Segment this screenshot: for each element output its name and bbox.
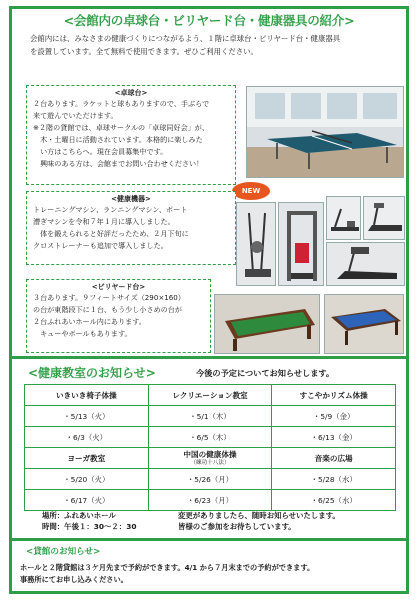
health-equipment-box xyxy=(26,191,236,265)
class-date: ・5/26（月） xyxy=(148,469,272,490)
billiards-title: <ビリヤード台> xyxy=(91,283,146,291)
intro-line: 会館内には、みなさまの健康づくりにつながるよう、１階に卓球台・ビリヤード台・健康器具 xyxy=(30,34,341,43)
class-name-with-sub xyxy=(148,448,272,469)
text-line: ホールと２階貸館は３ケ月先まで予約ができます。4/1 から７月末までの予約ができます。 xyxy=(20,563,315,572)
text-line: ２台ふれあいホール内にあります。 xyxy=(33,317,146,326)
intro-text xyxy=(30,33,400,58)
text-line: ３台あります。９フィートサイズ（290×160） xyxy=(33,293,185,302)
text-line: 来て遊んでいただけます。 xyxy=(33,111,118,120)
text-line: ２台あります。ラケットと球もありますので、手ぶらで xyxy=(33,99,210,108)
table-tennis-title: <卓球台> xyxy=(114,89,148,97)
billiard-table-photo-1 xyxy=(214,294,320,354)
text-line: 体を鍛えられると好評だったため、２月下旬に xyxy=(33,229,189,238)
class-name: 中国の健康体操 xyxy=(183,450,237,459)
class-date: ・6/23（月） xyxy=(148,490,272,511)
class-date: ・5/1（木） xyxy=(148,406,272,427)
class-schedule-table xyxy=(24,384,396,511)
class-name: レクリエーション教室 xyxy=(148,385,272,406)
text-line: の台が東階段下に１台、もう少し小さめの台が xyxy=(33,305,182,314)
table-tennis-text xyxy=(33,98,229,170)
class-place-time xyxy=(42,510,136,532)
health-equipment-title: <健康機器> xyxy=(111,195,151,203)
class-name: すこやかリズム体操 xyxy=(272,385,396,406)
text-line: 事務所にてお申し込みください。 xyxy=(20,575,128,584)
change-note: 変更がありましたら、随時お知らせいたします。 xyxy=(178,511,340,520)
text-line: 漕ぎマシンを令和７年１月に導入しました。 xyxy=(33,217,175,226)
text-line: 興味のある方は、会館までお問い合わせください！ xyxy=(33,159,204,168)
cross-trainer-photo xyxy=(236,202,276,286)
training-machine-photo xyxy=(278,202,324,286)
class-date: ・6/25（水） xyxy=(272,490,396,511)
table-row xyxy=(25,427,396,448)
text-line: キューやボールもあります。 xyxy=(33,329,132,338)
new-badge: NEW xyxy=(232,182,270,200)
class-date: ・5/20（火） xyxy=(25,469,149,490)
text-line: い方はこちらへ。現在会員募集中です。 xyxy=(33,147,168,156)
health-class-heading: <健康教室のお知らせ> xyxy=(28,366,156,380)
treadmill-photo xyxy=(363,196,405,240)
text-line: クロストレーナーも追加で導入しました。 xyxy=(33,241,168,250)
class-name: いきいき椅子体操 xyxy=(25,385,149,406)
class-date: ・6/3（火） xyxy=(25,427,149,448)
class-notes xyxy=(178,510,340,532)
class-date: ・6/5（木） xyxy=(148,427,272,448)
health-class-subheading: 今後の予定についてお知らせします。 xyxy=(196,368,335,378)
class-name: ヨーガ教室 xyxy=(25,448,149,469)
table-row xyxy=(25,490,396,511)
class-date: ・5/9（金） xyxy=(272,406,396,427)
class-date: ・6/13（金） xyxy=(272,427,396,448)
class-subname: （練功十八法） xyxy=(190,460,230,466)
rental-text xyxy=(20,562,400,586)
section-divider xyxy=(9,356,409,359)
text-line: トレーニングマシン、ランニングマシン、ボート xyxy=(33,205,188,214)
welcome-note: 皆様のご参加をお待ちしています。 xyxy=(178,522,296,531)
intro-line: を設置しています。全て無料で使用できます。ぜひご利用ください。 xyxy=(30,46,258,56)
page-title: <会館内の卓球台・ビリヤード台・健康器具の紹介> xyxy=(63,13,355,28)
billiards-text xyxy=(33,292,204,340)
rowing-machine-photo xyxy=(326,196,361,240)
billiard-table-photo-2 xyxy=(324,294,404,354)
class-date: ・6/17（火） xyxy=(25,490,149,511)
table-row xyxy=(25,406,396,427)
billiards-box xyxy=(26,279,211,353)
class-time: 時間：午後１：30～２：30 xyxy=(42,522,137,531)
table-row xyxy=(25,448,396,469)
text-line: ※２階の貸館では、卓球サークルの「卓球同好会」が、 xyxy=(33,123,209,132)
text-line: 木・土曜日に活動されています。本格的に楽しみた xyxy=(33,135,203,144)
class-date: ・5/28（水） xyxy=(272,469,396,490)
class-name: 音楽の広場 xyxy=(272,448,396,469)
rental-heading: <貸館のお知らせ> xyxy=(26,547,101,557)
table-tennis-photo xyxy=(246,86,404,178)
health-equipment-text xyxy=(33,204,229,252)
class-place: 場所：ふれあいホール xyxy=(42,511,116,520)
section-divider xyxy=(9,538,409,541)
table-tennis-box xyxy=(26,85,236,185)
running-machine-photo xyxy=(326,242,405,286)
table-row xyxy=(25,469,396,490)
class-date: ・5/13（火） xyxy=(25,406,149,427)
table-row xyxy=(25,385,396,406)
